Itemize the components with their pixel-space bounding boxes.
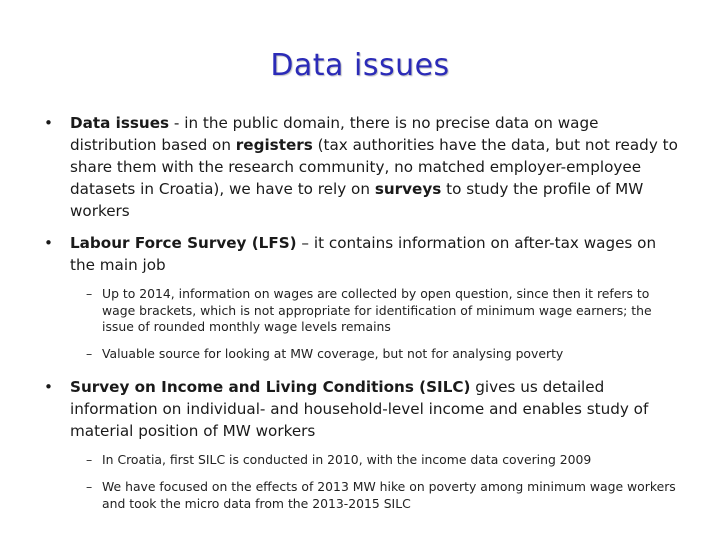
bullet-text-part: - in the public domain, there is no precise data on wage distribution based on [70,114,599,154]
slide-title: Data issues [270,48,450,83]
subbullet-silc-focus [86,479,676,512]
subbullet-text: In Croatia, first SILC is conducted in 2010, with the income data covering 2009 [102,452,592,467]
bullet-text [70,232,684,276]
subbullet-marker: – [86,479,93,494]
bullet-lead: Data issues [70,114,170,132]
bullet-text-part: to study the profile of MW workers [70,180,644,220]
bullet-lead: Labour Force Survey (LFS) [70,234,297,252]
bullet-bold-term: surveys [374,180,442,198]
bullet-marker: • [44,114,53,132]
subbullet-lfs-source [86,346,676,363]
subbullet-silc-first [86,452,676,469]
bullet-silc [44,376,684,442]
bullet-lfs [44,232,684,276]
subbullet-text: Valuable source for looking at MW coverage, but not for analysing poverty [102,346,564,361]
bullet-text-part: (tax authorities have the data, but not ready to share them with the research community, no matched employer-employee datasets in Croatia), we have to rely on [70,136,678,198]
subbullet-lfs-wages [86,286,676,336]
subbullet-marker: – [86,286,93,301]
bullet-text-part: – it contains information on after-tax wages on the main job [70,234,657,274]
subbullet-marker: – [86,452,93,467]
subbullet-text: Up to 2014, information on wages are collected by open question, since then it refers to wage brackets, which is not appropriate for identification of minimum wage earners; the issue of rounded monthly wage levels remains [102,286,652,334]
bullet-marker: • [44,378,53,396]
bullet-text [70,376,684,442]
bullet-data-issues [44,112,684,222]
subbullet-text: We have focused on the effects of 2013 MW hike on poverty among minimum wage workers and took the micro data from the 2013-2015 SILC [102,479,676,511]
bullet-bold-term: registers [235,136,313,154]
bullet-text [70,112,684,222]
subbullet-marker: – [86,346,93,361]
bullet-marker: • [44,234,53,252]
bullet-lead: Survey on Income and Living Conditions (SILC) [70,378,471,396]
bullet-text-part: gives us detailed information on individual- and household-level income and enables study of material position of MW workers [70,378,649,440]
